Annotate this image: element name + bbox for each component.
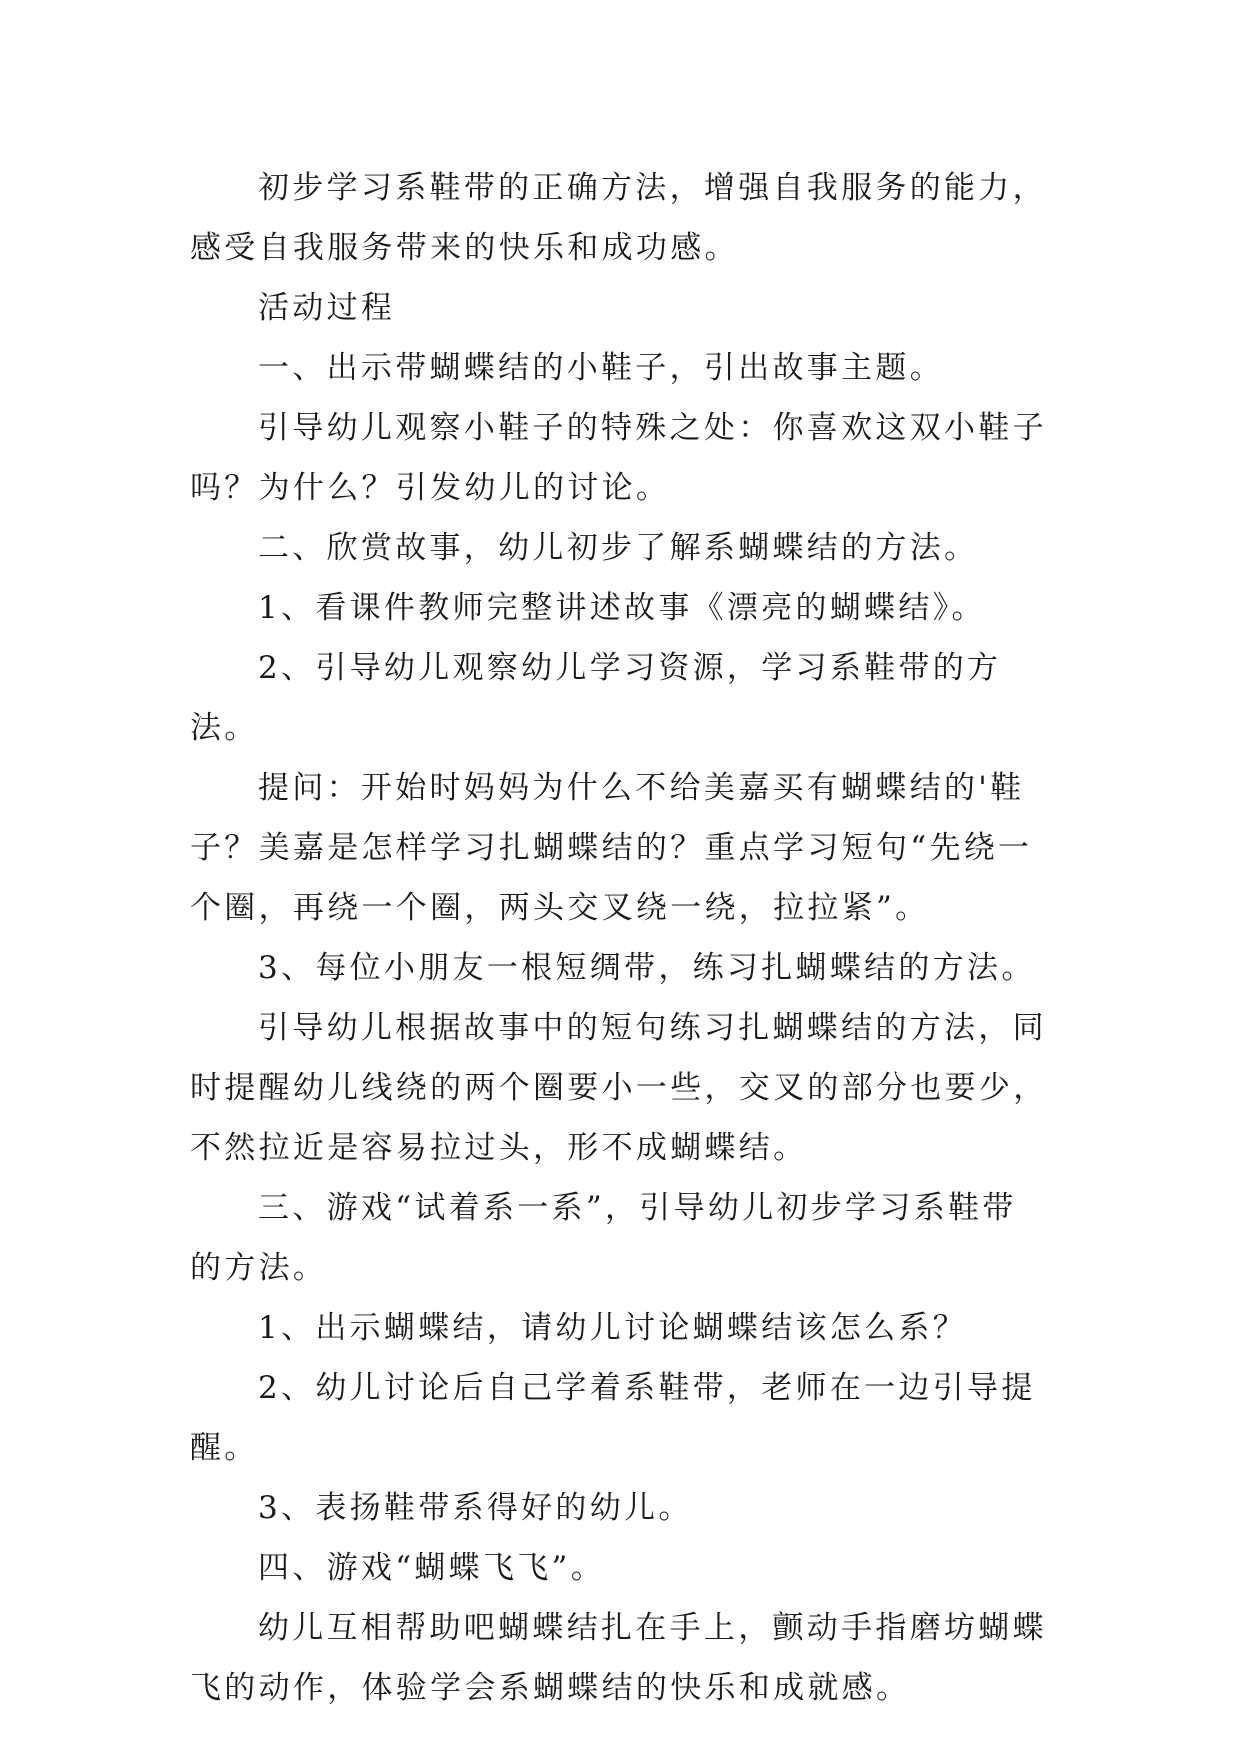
paragraph-step-1: 一、出示带蝴蝶结的小鞋子，引出故事主题。	[258, 350, 944, 386]
paragraph-step-3-item-1: 1、出示蝴蝶结，请幼儿讨论蝴蝶结该怎么系？	[258, 1310, 968, 1346]
paragraph-step-4-detail: 幼儿互相帮助吧蝴蝶结扎在手上，颤动手指磨坊蝴蝶飞的动作，体验学会系蝴蝶结的快乐和成就感。	[190, 1610, 1047, 1706]
paragraph-step-1-detail: 引导幼儿观察小鞋子的特殊之处：你喜欢这双小鞋子吗？为什么？引发幼儿的讨论。	[190, 410, 1047, 506]
paragraph-step-3-item-2: 2、幼儿讨论后自己学着系鞋带，老师在一边引导提醒。	[190, 1370, 1036, 1466]
paragraph-question: 提问：开始时妈妈为什么不给美嘉买有蝴蝶结的'鞋子？美嘉是怎样学习扎蝴蝶结的？重点学习短句“先绕一个圈，再绕一个圈，两头交叉绕一绕，拉拉紧”。	[190, 770, 1033, 926]
paragraph-step-2-item-2: 2、引导幼儿观察幼儿学习资源，学习系鞋带的方法。	[190, 650, 1002, 746]
paragraph-step-2-item-1: 1、看课件教师完整讲述故事《漂亮的蝴蝶结》。	[258, 590, 986, 626]
paragraph-step-2-item-3: 3、每位小朋友一根短绸带，练习扎蝴蝶结的方法。	[258, 950, 1036, 986]
paragraph-goal: 初步学习系鞋带的正确方法，增强自我服务的能力，感受自我服务带来的快乐和成功感。	[190, 170, 1047, 266]
paragraph-step-2: 二、欣赏故事，幼儿初步了解系蝴蝶结的方法。	[258, 530, 979, 566]
paragraph-step-3: 三、游戏“试着系一系”，引导幼儿初步学习系鞋带的方法。	[190, 1190, 1017, 1286]
paragraph-guidance: 引导幼儿根据故事中的短句练习扎蝴蝶结的方法，同时提醒幼儿线绕的两个圈要小一些，交叉的部分也要少，不然拉近是容易拉过头，形不成蝴蝶结。	[190, 1010, 1048, 1166]
document-body	[190, 158, 1050, 1718]
section-heading-activity-process: 活动过程	[258, 290, 396, 326]
paragraph-step-3-item-3: 3、表扬鞋带系得好的幼儿。	[258, 1490, 693, 1526]
paragraph-step-4: 四、游戏“蝴蝶飞飞”。	[258, 1550, 605, 1586]
